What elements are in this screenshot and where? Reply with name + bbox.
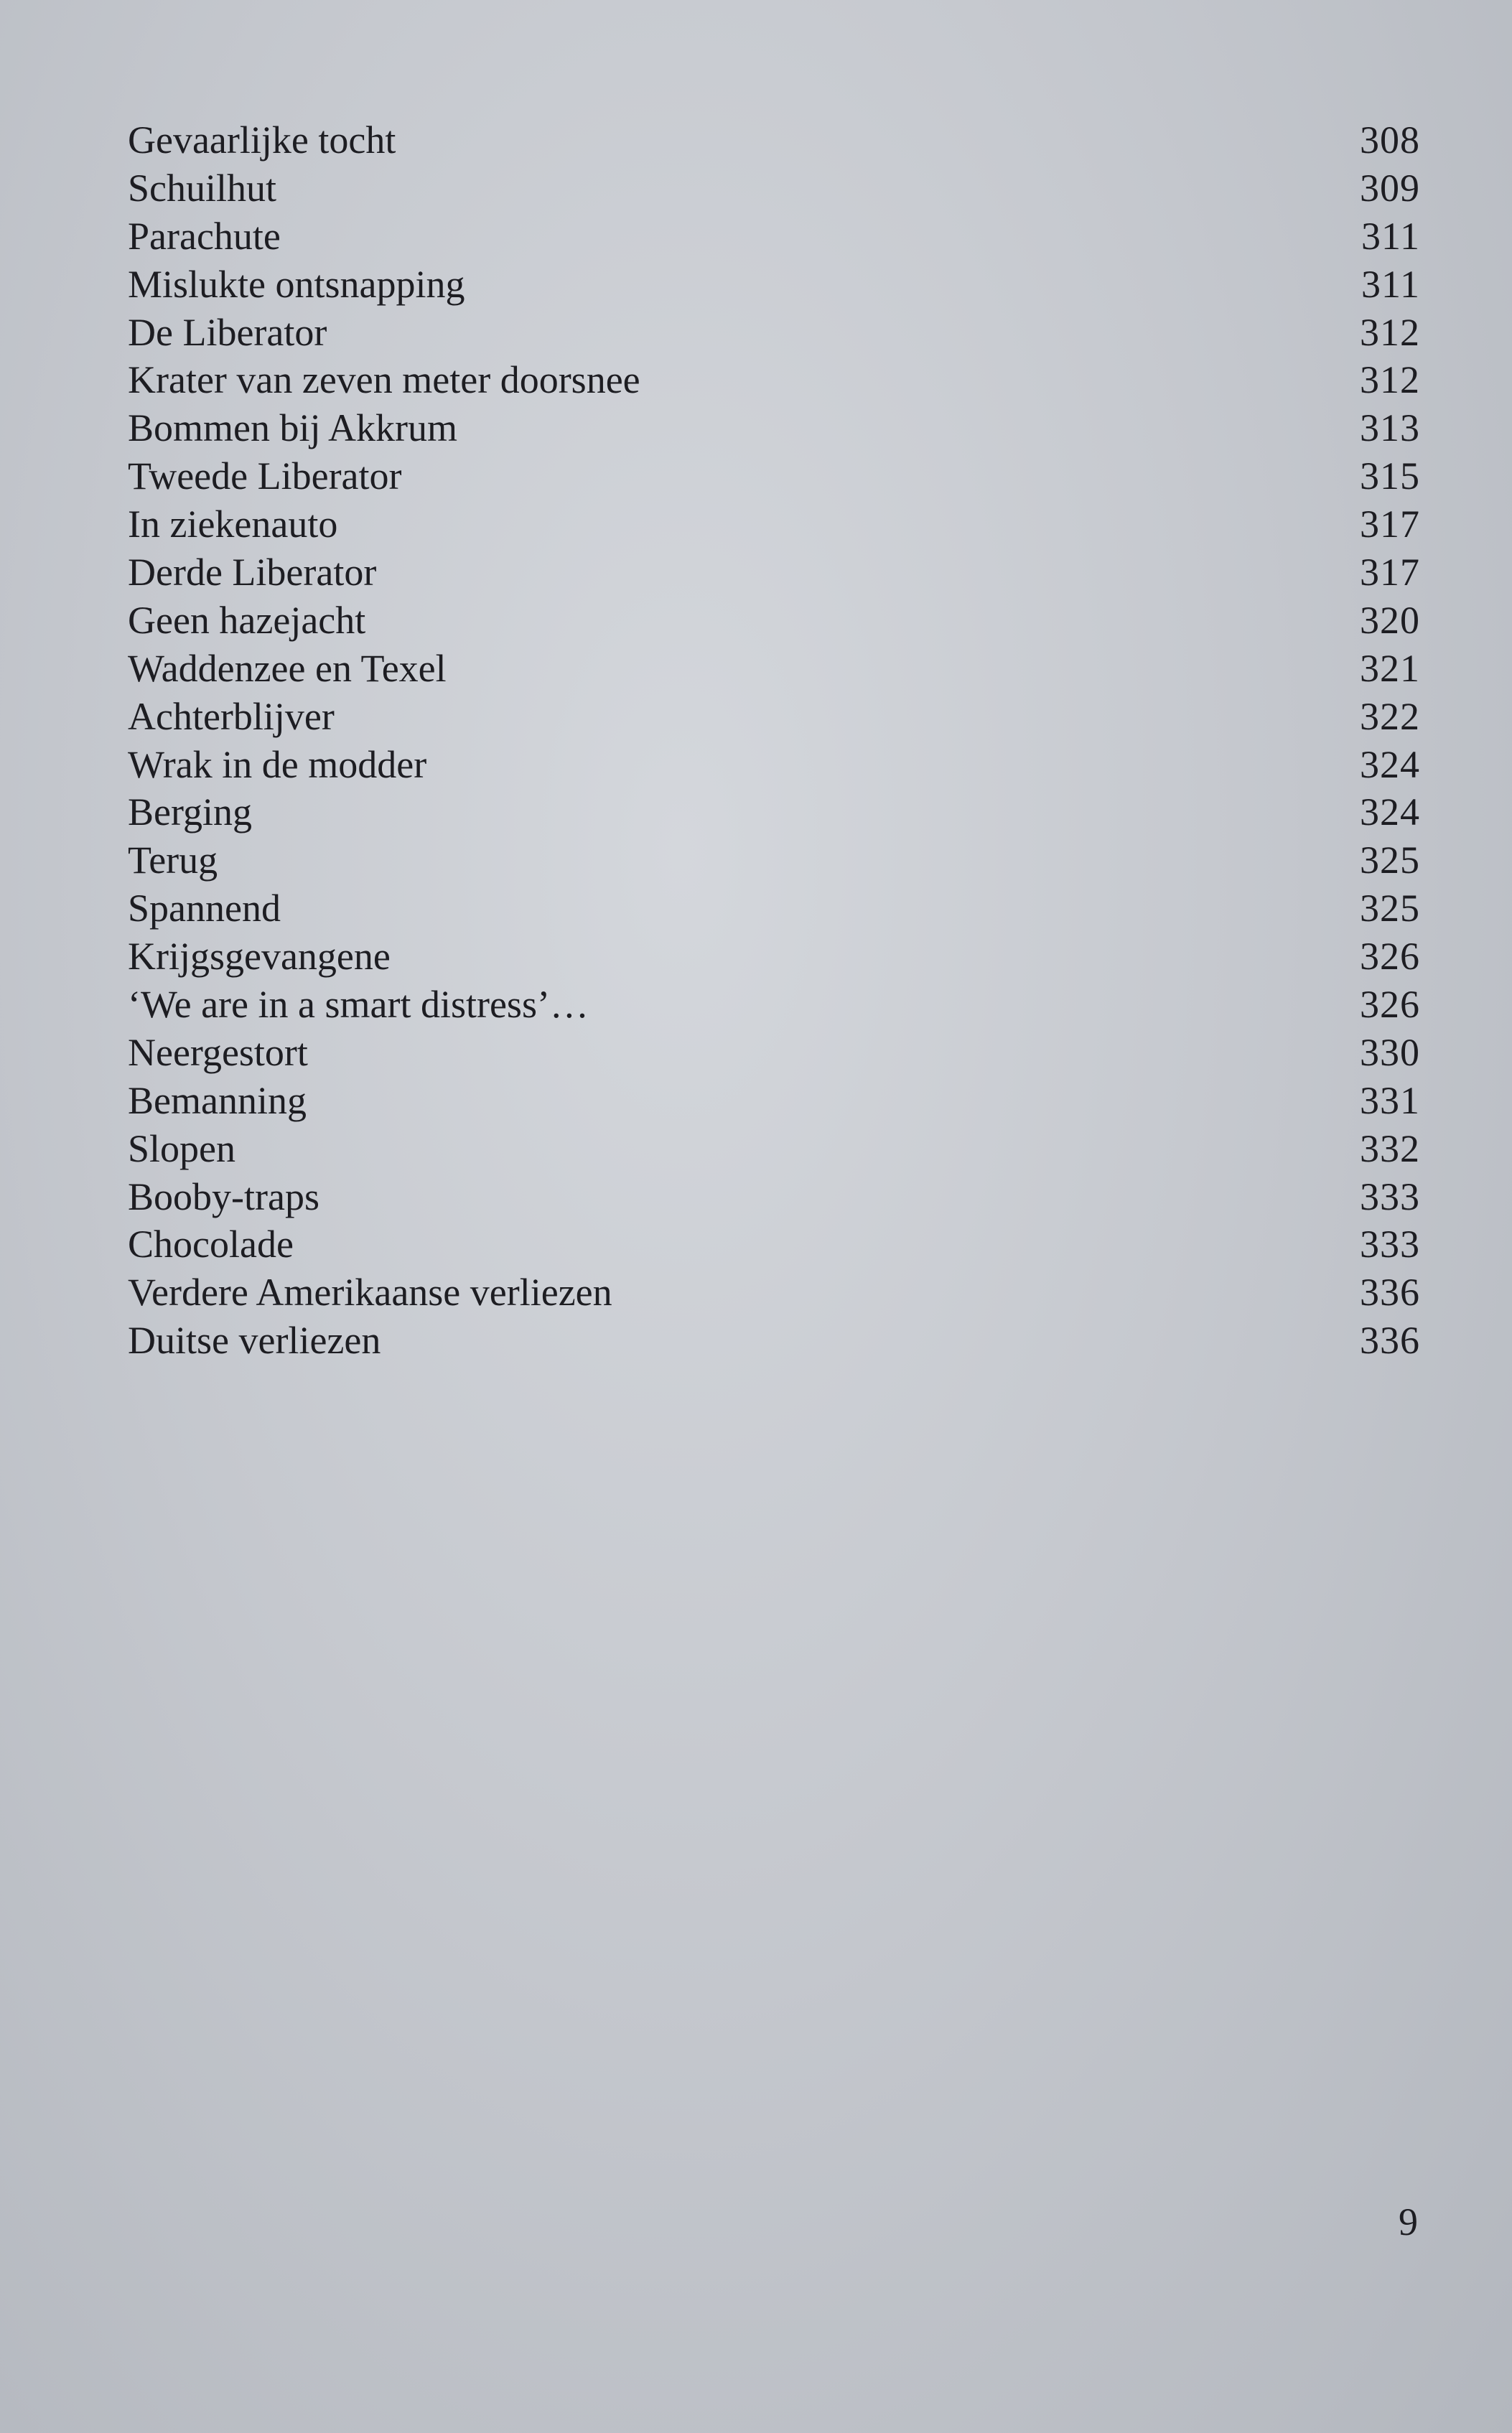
toc-entry bbox=[128, 548, 1420, 597]
toc-entry-page-number: 313 bbox=[1360, 406, 1420, 450]
toc-entry bbox=[128, 500, 1420, 548]
toc-entry-page-number: 321 bbox=[1360, 646, 1420, 690]
toc-entry-page-number: 309 bbox=[1360, 166, 1420, 210]
toc-entry bbox=[128, 1029, 1420, 1077]
toc-entry-title: Verdere Amerikaanse verliezen bbox=[128, 1271, 612, 1314]
toc-entry-page-number: 315 bbox=[1360, 454, 1420, 498]
toc-entry bbox=[128, 836, 1420, 884]
toc-entry-page-number: 311 bbox=[1361, 214, 1420, 258]
toc-entry-page-number: 326 bbox=[1360, 935, 1420, 979]
toc-entry-title: ‘We are in a smart distress’… bbox=[128, 983, 589, 1027]
toc-entry-page-number: 333 bbox=[1360, 1223, 1420, 1266]
toc-entry-title: Derde Liberator bbox=[128, 551, 377, 594]
page-number: 9 bbox=[1399, 2200, 1418, 2243]
toc-entry bbox=[128, 261, 1420, 309]
toc-entry-page-number: 325 bbox=[1360, 887, 1420, 930]
toc-entry-title: Chocolade bbox=[128, 1223, 294, 1266]
toc-entry-page-number: 308 bbox=[1360, 118, 1420, 162]
toc-entry bbox=[128, 309, 1420, 357]
toc-entry bbox=[128, 788, 1420, 836]
toc-entry bbox=[128, 1125, 1420, 1173]
toc-entry bbox=[128, 356, 1420, 404]
toc-entry bbox=[128, 693, 1420, 741]
toc-entry bbox=[128, 404, 1420, 452]
toc-entry-page-number: 317 bbox=[1360, 503, 1420, 546]
toc-entry bbox=[128, 1269, 1420, 1317]
toc-entry-title: Neergestort bbox=[128, 1030, 308, 1074]
toc-entry-title: Bommen bij Akkrum bbox=[128, 406, 457, 450]
toc-entry bbox=[128, 884, 1420, 933]
toc-entry-title: Spannend bbox=[128, 887, 281, 930]
toc-entry-title: Krijgsgevangene bbox=[128, 935, 391, 979]
toc-entry-page-number: 330 bbox=[1360, 1030, 1420, 1074]
toc-entry-title: Tweede Liberator bbox=[128, 454, 402, 498]
toc-entry-title: Mislukte ontsnapping bbox=[128, 262, 465, 306]
toc-entry-page-number: 333 bbox=[1360, 1175, 1420, 1218]
toc-entry-page-number: 332 bbox=[1360, 1126, 1420, 1170]
toc-entry-page-number: 320 bbox=[1360, 598, 1420, 642]
toc-entry-title: Wrak in de modder bbox=[128, 742, 427, 786]
toc-entry bbox=[128, 645, 1420, 693]
table-of-contents bbox=[128, 116, 1420, 1365]
toc-entry-title: Waddenzee en Texel bbox=[128, 646, 447, 690]
toc-entry-page-number: 336 bbox=[1360, 1271, 1420, 1314]
toc-entry bbox=[128, 1173, 1420, 1221]
toc-entry-title: Bemanning bbox=[128, 1078, 307, 1122]
toc-entry bbox=[128, 933, 1420, 981]
toc-entry-title: Achterblijver bbox=[128, 694, 335, 738]
toc-entry-title: Duitse verliezen bbox=[128, 1319, 381, 1363]
toc-entry bbox=[128, 164, 1420, 213]
toc-entry bbox=[128, 1077, 1420, 1125]
toc-entry-title: Gevaarlijke tocht bbox=[128, 118, 396, 162]
toc-entry-page-number: 336 bbox=[1360, 1319, 1420, 1363]
toc-entry-title: Krater van zeven meter doorsnee bbox=[128, 358, 640, 402]
toc-entry-title: Booby-traps bbox=[128, 1175, 319, 1218]
toc-entry bbox=[128, 1317, 1420, 1365]
toc-entry-title: Schuilhut bbox=[128, 166, 277, 210]
toc-entry-title: In ziekenauto bbox=[128, 503, 338, 546]
toc-entry-page-number: 324 bbox=[1360, 790, 1420, 834]
toc-entry-page-number: 312 bbox=[1360, 310, 1420, 354]
toc-entry-page-number: 326 bbox=[1360, 983, 1420, 1027]
toc-entry bbox=[128, 1220, 1420, 1269]
toc-entry bbox=[128, 981, 1420, 1029]
toc-entry-title: Geen hazejacht bbox=[128, 598, 366, 642]
toc-entry bbox=[128, 116, 1420, 164]
toc-entry-page-number: 311 bbox=[1361, 262, 1420, 306]
toc-entry-title: Parachute bbox=[128, 214, 281, 258]
toc-entry-page-number: 331 bbox=[1360, 1078, 1420, 1122]
toc-entry-page-number: 325 bbox=[1360, 839, 1420, 882]
toc-entry-title: De Liberator bbox=[128, 310, 327, 354]
toc-entry bbox=[128, 597, 1420, 645]
toc-entry bbox=[128, 213, 1420, 261]
toc-entry-page-number: 317 bbox=[1360, 551, 1420, 594]
toc-entry-title: Berging bbox=[128, 790, 252, 834]
toc-entry-title: Terug bbox=[128, 839, 218, 882]
toc-entry-page-number: 312 bbox=[1360, 358, 1420, 402]
toc-entry bbox=[128, 452, 1420, 500]
toc-entry-title: Slopen bbox=[128, 1126, 236, 1170]
toc-entry-page-number: 324 bbox=[1360, 742, 1420, 786]
toc-entry-page-number: 322 bbox=[1360, 694, 1420, 738]
toc-entry bbox=[128, 741, 1420, 789]
